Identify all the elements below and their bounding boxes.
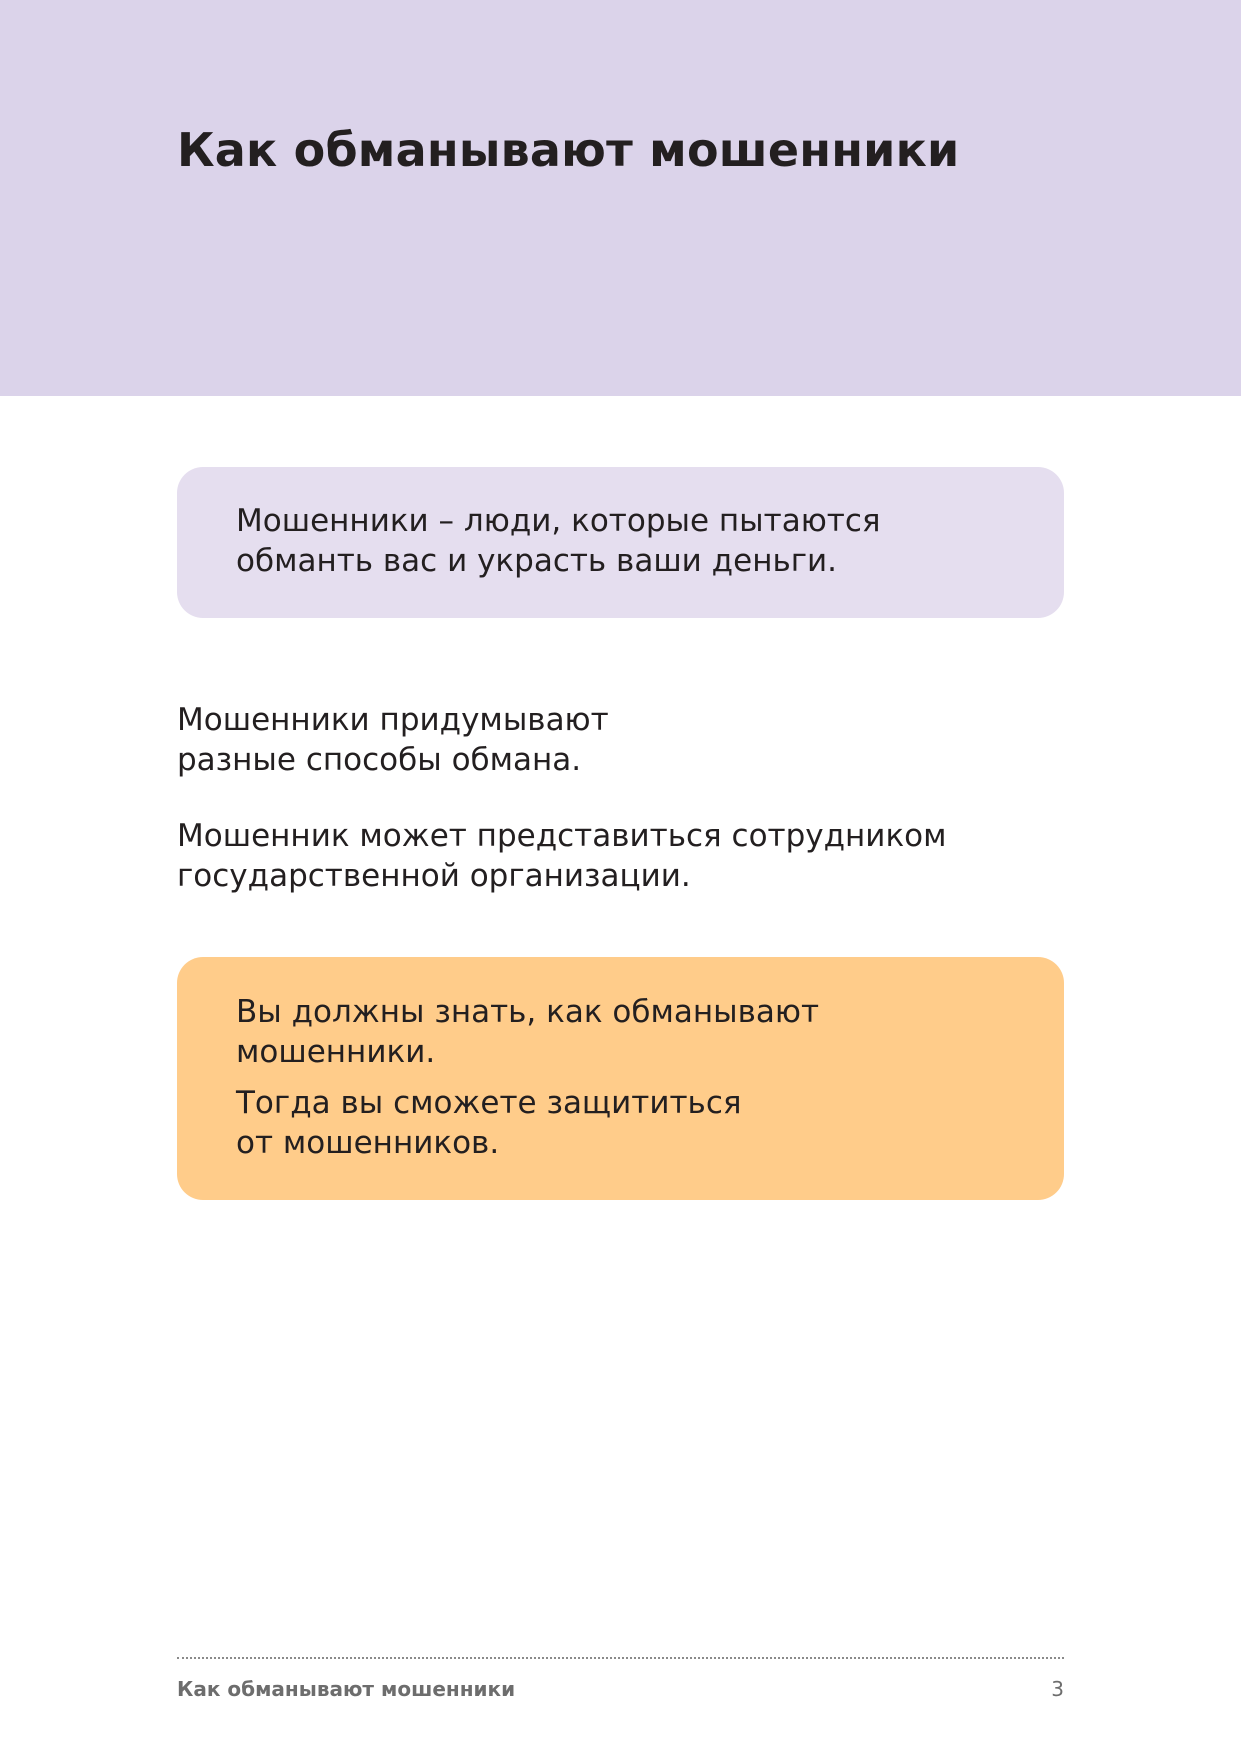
tip-paragraph bbox=[236, 992, 819, 1072]
body-line: разные способы обмана. bbox=[177, 742, 582, 778]
definition-line: обманть вас и украсть ваши деньги. bbox=[236, 543, 838, 579]
definition-text bbox=[236, 501, 881, 581]
definition-line: Мошенники – люди, которые пытаются bbox=[236, 503, 881, 539]
body-line: государственной организации. bbox=[177, 858, 691, 894]
definition-box bbox=[177, 467, 1064, 618]
body-paragraph bbox=[177, 700, 609, 780]
header-band bbox=[0, 0, 1241, 396]
tip-paragraph bbox=[236, 1083, 742, 1163]
footer-divider bbox=[177, 1657, 1064, 1659]
tip-box bbox=[177, 957, 1064, 1200]
body-line: Мошенник может представиться сотрудником bbox=[177, 818, 947, 854]
tip-line: от мошенников. bbox=[236, 1125, 500, 1161]
page-number: 3 bbox=[1051, 1677, 1064, 1701]
tip-line: Тогда вы сможете защититься bbox=[236, 1085, 742, 1121]
page-title: Как обманывают мошенники bbox=[177, 123, 960, 177]
tip-line: мошенники. bbox=[236, 1034, 436, 1070]
body-paragraph bbox=[177, 816, 947, 896]
tip-line: Вы должны знать, как обманывают bbox=[236, 994, 820, 1030]
body-line: Мошенники придумывают bbox=[177, 702, 609, 738]
footer-title: Как обманывают мошенники bbox=[177, 1677, 516, 1701]
